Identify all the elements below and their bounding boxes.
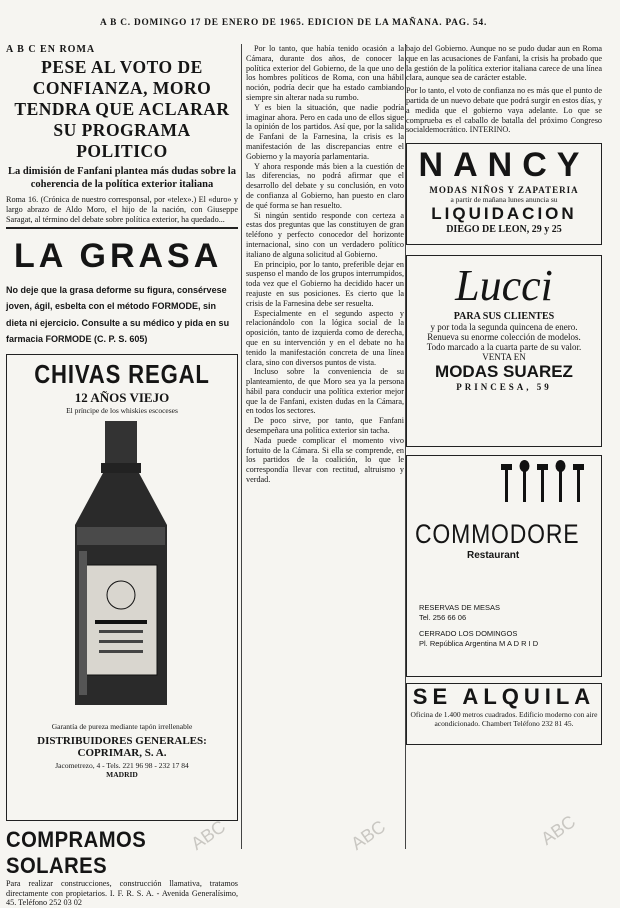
article-paragraph: bajo del Gobierno. Aunque no se pudo dudar aun en Roma que en las acusaciones de Fanfani, la crisis ha probado que la gestión de la política exterior italiana carece de una línea clara, aunque sea de carácter estable. bbox=[406, 44, 602, 83]
grasa-body: No deje que la grasa deforme su figura, consérvese joven, ágil, esbelta con el método FORMODE, sin dieta ni ejercicio. Consulte a su médico y pida en su farmacia FORMODE (C. P. S. 605) bbox=[6, 284, 230, 345]
chivas-distributor: DISTRIBUIDORES GENERALES: bbox=[37, 734, 207, 747]
lead-paragraph: Roma 16. (Crónica de nuestro corresponsal, por «telex».) El «duro» y largo abrazo de Aldo Moro, el hijo de la nación, con Giuseppe Saragat, al término del debate sobre política exterior, ha quedado... bbox=[6, 195, 238, 224]
article-paragraph: Especialmente en el segundo aspecto y relacionándolo con la lógica social de la oposición, tanto de izquierda como de derecha, que en su intervención y en el debate no ha tenido la manifestación concreta de una línea clara, sino con diversos puntos de vista. bbox=[246, 308, 404, 367]
headline: PESE AL VOTO DE CONFIANZA, MORO TENDRA QUE ACLARAR SU PROGRAMA POLITICO bbox=[14, 57, 230, 161]
nancy-name: NANCY bbox=[418, 146, 590, 185]
chivas-city: MADRID bbox=[106, 769, 138, 779]
article-paragraph: Si ningún sentido responde con certeza a estas dos preguntas que las constituyen de gran teléfono y perfecto conocedor del horizonte internacional, sino con un verdadero político italiano de alguna solicitud al Gobierno. bbox=[246, 210, 404, 259]
solares-body: Para realizar construcciones, construcción llamativa, tratamos directamente con propietarios. I. F. R. S. A. - Avenida Generalísimo, 45. Teléfono 252 03 02 bbox=[6, 878, 238, 908]
nancy-line2: a partir de mañana lunes anuncia su bbox=[450, 195, 558, 205]
article-paragraph: En principio, por lo tanto, preferible dejar en suspenso el mando de los grupos interrumpidos, toda vez que el Gobierno ha decidido hacer un reajuste en sus posiciones. Es cierto que la crisis de la Farnesina debe ser resuelta. bbox=[246, 259, 404, 308]
lucci-name: Lucci bbox=[455, 261, 553, 311]
divider bbox=[6, 227, 238, 229]
chivas-address: Jacometrezo, 4 - Tels. 221 96 98 - 232 17 84 bbox=[55, 760, 189, 770]
grasa-ad bbox=[6, 237, 238, 348]
lucci-line4: Todo marcado a la cuarta parte de su valor. bbox=[426, 342, 582, 353]
chivas-tagline: El príncipe de los whiskies escoceses bbox=[66, 405, 178, 415]
watermark: ABC bbox=[187, 816, 230, 854]
sealquila-ad bbox=[406, 683, 602, 745]
commodore-closed: CERRADO LOS DOMINGOS bbox=[419, 629, 518, 639]
watermark: ABC bbox=[537, 811, 580, 849]
bottle-illustration bbox=[7, 415, 235, 715]
commodore-sub: Restaurant bbox=[467, 550, 520, 562]
sealquila-title: SE ALQUILA bbox=[412, 684, 596, 710]
nancy-ad bbox=[406, 143, 602, 245]
cutlery-icon bbox=[407, 456, 597, 508]
article-paragraph: Nada puede complicar el momento vivo fortuito de la Cámara. Si ella se comprende, en los partidos de la coalición, lo que le correspondía llevar con rectitud, altruismo y verdad. bbox=[246, 435, 404, 485]
watermark: ABC bbox=[347, 816, 390, 854]
chivas-ad bbox=[6, 354, 238, 821]
lucci-street: PRINCESA, 59 bbox=[456, 382, 552, 393]
article-paragraph: Por lo tanto, el voto de confianza no es más que el punto de partida de un nuevo debate que podrá surgir en estos días, y a medida que el gobierno vaya adelante. Lo que se comprueba es el caballo de batalla del próximo Congreso socialdemocrático. INTERINO. bbox=[406, 86, 602, 135]
column-left bbox=[6, 44, 238, 908]
commodore-ad bbox=[406, 455, 602, 677]
column-rule bbox=[241, 44, 242, 849]
lucci-ad bbox=[406, 255, 602, 447]
commodore-name: COMMODORE bbox=[415, 519, 580, 550]
article-paragraph: Y ahora responde más bien a la cuestión de las diferencias, no podrá afirmar que el desarrollo del debate y su conclusión, en voto de confianza al Gobierno, han puesto en claro de qué forma se han resuelto. bbox=[246, 161, 404, 210]
subheadline: La dimisión de Fanfani plantea más dudas sobre la coherencia de la política exterior italiana bbox=[8, 166, 236, 190]
nancy-liquidacion: LIQUIDACION bbox=[431, 204, 577, 224]
article-paragraph: Por lo tanto, que había tenido ocasión a la Cámara, durante dos años, de conocer la política exterior del Gobierno, de la que uno de los hombres políticos de Roma, con una hábil noción, podría decir que ha estado cambiando siempre sin alterar nada su rumbo. bbox=[246, 44, 404, 102]
nancy-address: DIEGO DE LEON, 29 y 25 bbox=[446, 224, 562, 236]
chivas-brand: CHIVAS REGAL bbox=[34, 358, 210, 389]
column-middle bbox=[246, 44, 404, 854]
solares-title: COMPRAMOS SOLARES bbox=[6, 826, 147, 878]
chivas-guarantee: Garantía de pureza mediante tapón irrellenable bbox=[51, 721, 193, 731]
grasa-title: LA GRASA bbox=[14, 236, 223, 275]
commodore-reservations: RESERVAS DE MESAS bbox=[419, 603, 500, 613]
article-paragraph: De poco sirve, por tanto, que Fanfani desempeñara una política exterior sin tacha. bbox=[246, 416, 404, 436]
sealquila-body: Oficina de 1.400 metros cuadrados. Edificio moderno con aire acondicionado. Chambert Teléfono 232 81 45. bbox=[410, 710, 598, 729]
article-paragraph: Y es bien la situación, que nadie podría imaginar ahora. Pero en cada uno de ellos sigue la opinión de los partidos. Así que, por la salida de Fanfani de la Farnesina, la crisis es la manifestación de las discrepancias entre el Gobierno y la mayoría parlamentaria. bbox=[246, 102, 404, 161]
commodore-phone: Tel. 256 66 06 bbox=[419, 613, 467, 623]
lucci-line3: Renueva su enorme colección de modelos. bbox=[427, 332, 581, 343]
column-right bbox=[406, 44, 602, 854]
section-label: A B C EN ROMA bbox=[6, 44, 96, 55]
lucci-line1: PARA SUS CLIENTES bbox=[453, 311, 555, 323]
lucci-sale: VENTA EN bbox=[482, 352, 526, 363]
chivas-age: 12 AÑOS VIEJO bbox=[74, 389, 170, 405]
chivas-company: COPRIMAR, S. A. bbox=[77, 746, 167, 759]
nancy-line1: MODAS NIÑOS Y ZAPATERIA bbox=[429, 185, 579, 196]
commodore-address: Pl. República Argentina M A D R I D bbox=[419, 639, 539, 649]
article-paragraph: Incluso sobre la conveniencia de su planteamiento, de que Moro sea ya la persona hábil para conducir una política exterior mejor que la de Fanfani, existen dudas en la Cámara, en todos los sectores. bbox=[246, 367, 404, 416]
lucci-shop: MODAS SUAREZ bbox=[435, 362, 573, 382]
page-header: A B C. DOMINGO 17 DE ENERO DE 1965. EDICION DE LA MAÑANA. PAG. 54. bbox=[100, 18, 488, 28]
lucci-line2: y por toda la segunda quincena de enero. bbox=[430, 322, 578, 333]
